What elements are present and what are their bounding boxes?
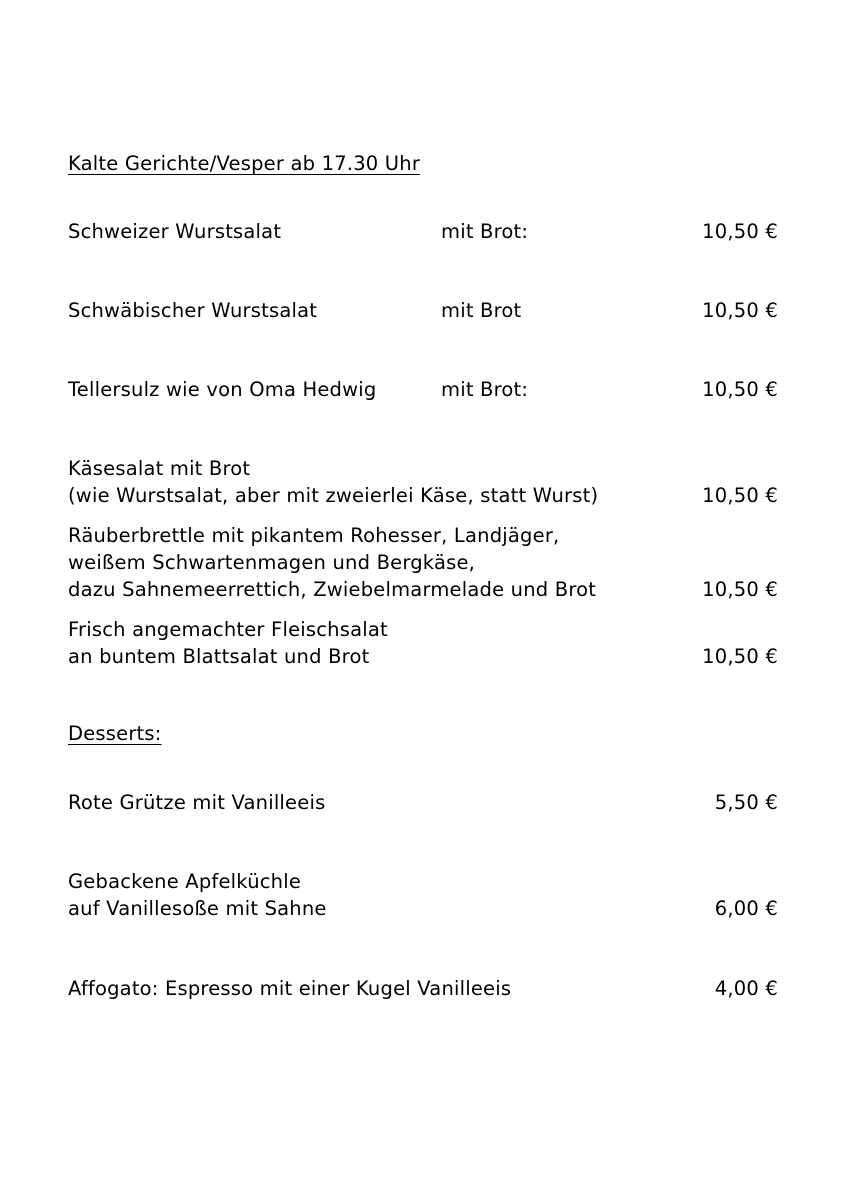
menu-item-description: auf Vanillesoße mit Sahne bbox=[68, 897, 327, 920]
menu-item-name: Affogato: Espresso mit einer Kugel Vanilleeis bbox=[68, 977, 512, 1000]
menu-item-name: Gebackene Apfelküchle bbox=[68, 870, 302, 893]
menu-item-name: Schweizer Wurstsalat bbox=[68, 220, 282, 243]
menu-item-price: 10,50 € bbox=[702, 578, 778, 601]
desserts-heading: Desserts: bbox=[68, 722, 162, 745]
menu-item-extra: mit Brot bbox=[441, 299, 522, 322]
menu-item-extra: mit Brot: bbox=[441, 220, 529, 243]
menu-item-name: Schwäbischer Wurstsalat bbox=[68, 299, 318, 322]
menu-item-price: 10,50 € bbox=[702, 378, 778, 401]
menu-item-description: dazu Sahnemeerrettich, Zwiebelmarmelade und Brot bbox=[68, 578, 597, 601]
menu-item-description: an buntem Blattsalat und Brot bbox=[68, 645, 370, 668]
menu-item-price: 5,50 € bbox=[714, 791, 778, 814]
menu-item-price: 10,50 € bbox=[702, 220, 778, 243]
menu-item-name: Rote Grütze mit Vanilleeis bbox=[68, 791, 326, 814]
menu-item-description: (wie Wurstsalat, aber mit zweierlei Käse, statt Wurst) bbox=[68, 484, 599, 507]
cold-dishes-heading: Kalte Gerichte/Vesper ab 17.30 Uhr bbox=[68, 152, 421, 175]
menu-item-name: Räuberbrettle mit pikantem Rohesser, Landjäger, bbox=[68, 524, 560, 547]
menu-item-price: 6,00 € bbox=[714, 897, 778, 920]
menu-item-name: Tellersulz wie von Oma Hedwig bbox=[68, 378, 377, 401]
menu-item-extra: mit Brot: bbox=[441, 378, 529, 401]
menu-item-price: 10,50 € bbox=[702, 484, 778, 507]
menu-item-price: 10,50 € bbox=[702, 299, 778, 322]
menu-item-price: 4,00 € bbox=[714, 977, 778, 1000]
menu-item-price: 10,50 € bbox=[702, 645, 778, 668]
menu-item-name: Frisch angemachter Fleischsalat bbox=[68, 618, 388, 641]
menu-item-description: weißem Schwartenmagen und Bergkäse, bbox=[68, 551, 476, 574]
menu-item-name: Käsesalat mit Brot bbox=[68, 457, 251, 480]
